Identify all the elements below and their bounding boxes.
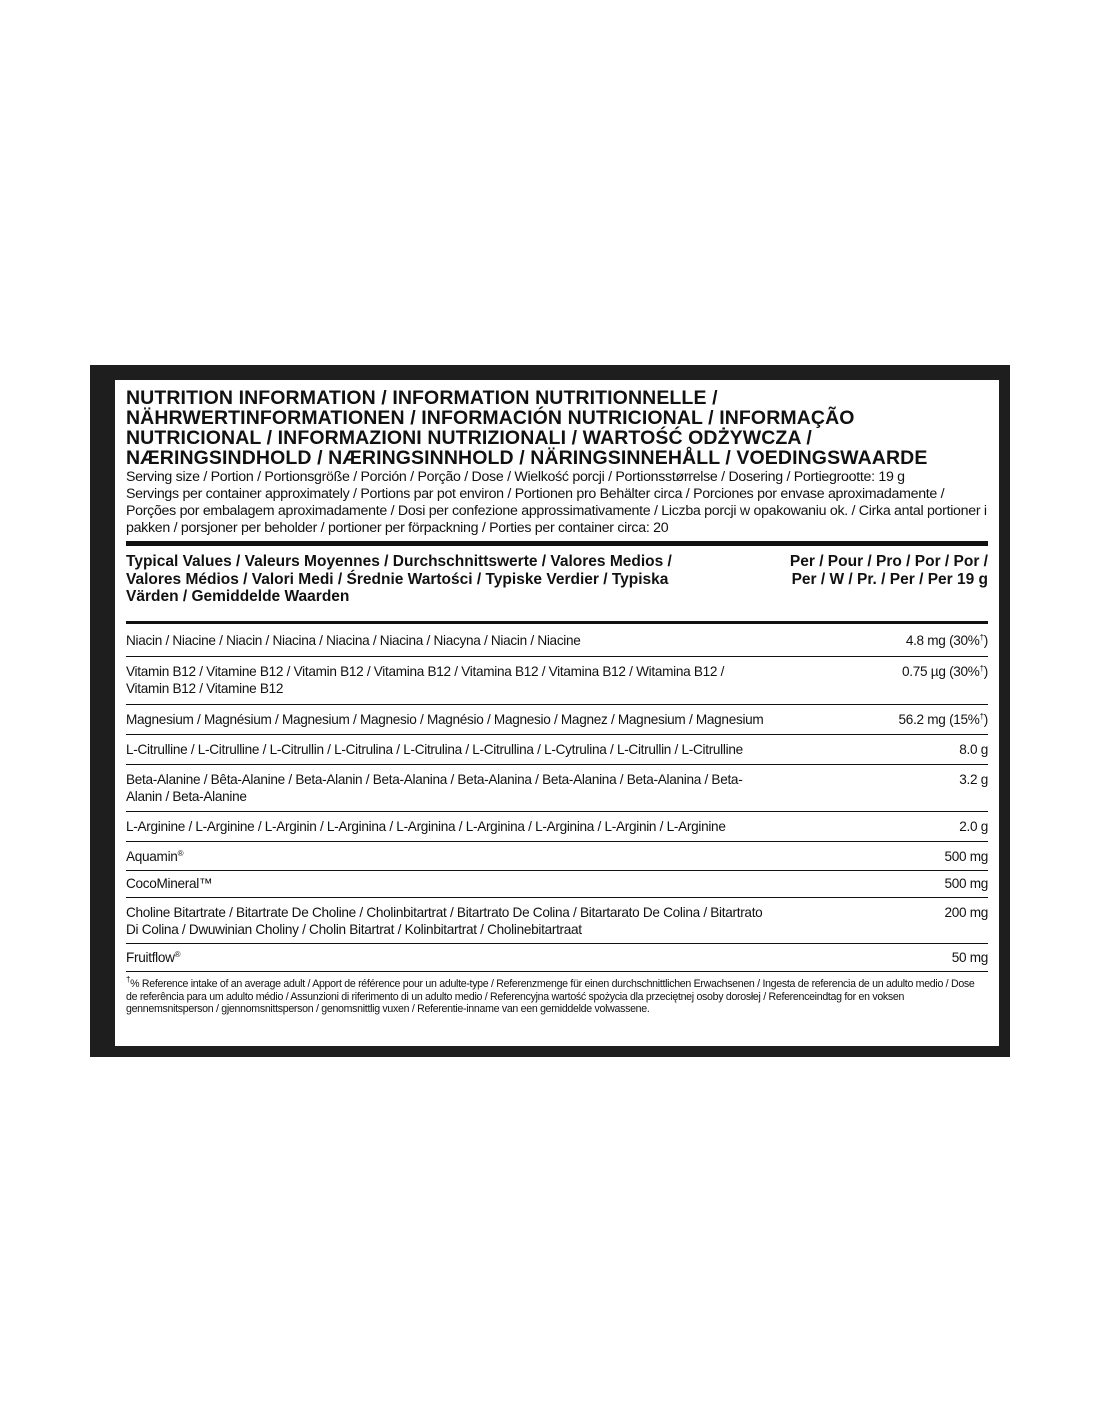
nutrient-name: Beta-Alanine / Bêta-Alanine / Beta-Alanin / Beta-Alanina / Beta-Alanina / Beta-Alanina / Beta-Alanina / Beta-Alanin / Beta-Alanine <box>126 772 743 804</box>
nutrient-amount: 500 mg <box>944 849 988 864</box>
nutrition-label-frame <box>90 365 1010 1057</box>
nutrient-amount: 3.2 g <box>959 772 988 787</box>
nutrient-name: Niacin / Niacine / Niacin / Niacina / Niacina / Niacina / Niacyna / Niacin / Niacine <box>126 633 581 648</box>
registered-mark: ® <box>177 849 184 858</box>
per-serving-header: Per / Pour / Pro / Por / Por / Per / W / Pr. / Per / Per 19 g <box>789 553 988 588</box>
label-title: NUTRITION INFORMATION / INFORMATION NUTRITIONNELLE / NÄHRWERTINFORMATIONEN / INFORMACIÓN NUTRICIONAL / INFORMAÇÃO NUTRICIONAL / INFORMAZIONI NUTRIZIONALI / WARTOŚĆ ODŻYWCZA / NÆRINGSINDHOLD / NÆRINGSINNHOLD / NÄRINGSINNEHÅLL / VOEDINGSWAARDE <box>126 387 928 469</box>
nutrient-amount: 50 mg <box>951 950 988 965</box>
nutrition-label <box>115 380 999 1046</box>
nutrient-name: Fruitflow® <box>126 950 181 965</box>
table-row <box>126 735 988 765</box>
nutrient-amount: 500 mg <box>944 876 988 891</box>
table-row <box>126 705 988 735</box>
reference-intake: (30% <box>949 664 980 679</box>
footnote <box>126 975 988 1016</box>
table-row <box>126 944 988 972</box>
nutrient-amount: 4.8 mg (30%†) <box>905 633 988 648</box>
table-row <box>126 871 988 898</box>
dagger-mark: † <box>979 633 984 642</box>
reference-intake: (30% <box>949 633 980 648</box>
table-row <box>126 812 988 842</box>
servings-per-container: Servings per container approximately / Portions par pot environ / Portionen pro Behälter circa / Porciones por envase aproximadamente / Porções por embalagem aproximadamente / Dosi per confezione approssimativamente / Liczba porcji w opakowaniu ok. / Cirka antal portioner i pakken / porsjoner per beholder / portioner per förpackning / Porties per container circa: 20 <box>126 486 987 536</box>
nutrient-name: L-Arginine / L-Arginine / L-Arginin / L-Arginina / L-Arginina / L-Arginina / L-Arginina / L-Arginin / L-Arginine <box>126 819 726 834</box>
serving-size: Serving size / Portion / Portionsgröße / Porción / Porção / Dose / Wielkość porcji / Portionsstørrelse / Dosering / Portiegrootte: 19 g <box>126 469 905 485</box>
nutrient-amount: 200 mg <box>944 905 988 920</box>
nutrient-amount: 8.0 g <box>959 742 988 757</box>
nutrient-amount: 56.2 mg (15%†) <box>898 712 988 727</box>
table-row <box>126 657 988 705</box>
footnote-dagger: † <box>126 975 131 984</box>
nutrient-name: Vitamin B12 / Vitamine B12 / Vitamin B12 / Vitamina B12 / Vitamina B12 / Vitamina B12 / Witamina B12 / Vitamin B12 / Vitamine B12 <box>126 664 725 696</box>
nutrient-name: Choline Bitartrate / Bitartrate De Choline / Cholinbitartrat / Bitartrato De Colina / Bitartarato De Colina / Bitartrato Di Colina / Dwuwinian Choliny / Cholin Bitartrat / Kolinbitartrat / Cholinebitartraat <box>126 905 763 937</box>
reference-intake: (15% <box>949 712 980 727</box>
nutrient-name: Aquamin® <box>126 849 184 864</box>
table-row <box>126 842 988 871</box>
dagger-mark: † <box>979 664 984 673</box>
table-row <box>126 898 988 944</box>
table-header <box>126 546 988 621</box>
nutrient-name: Magnesium / Magnésium / Magnesium / Magnesio / Magnésio / Magnesio / Magnez / Magnesium / Magnesium <box>126 712 764 727</box>
registered-mark: ® <box>174 950 181 959</box>
nutrient-amount: 0.75 µg (30%†) <box>902 664 988 679</box>
nutrient-table <box>126 624 988 972</box>
table-row <box>126 765 988 812</box>
nutrient-name: L-Citrulline / L-Citrulline / L-Citrullin / L-Citrulina / L-Citrulina / L-Citrullina / L-Cytrulina / L-Citrullin / L-Citrulline <box>126 742 743 757</box>
table-row <box>126 624 988 657</box>
typical-values-header: Typical Values / Valeurs Moyennes / Durchschnittswerte / Valores Medios / Valores Médios / Valori Medi / Średnie Wartości / Typiske Verdier / Typiska Värden / Gemiddelde Waarden <box>126 553 672 605</box>
footnote-text: % Reference intake of an average adult / Apport de référence pour un adulte-type / Referenzmenge für einen durchschnittlichen Erwachsenen / Ingesta de referencia de un adulto medio / Dose de referência para um adulto médio / Assunzioni di riferimento di un adulto medio / Referencyjna wartość spożycia dla przeciętnej osoby dorosłej / Referenceindtag for en voksen gennemsnitsperson / gjennomsnittsperson / genomsnittlig vuxen / Referentie-inname van een gemiddelde volwassene. <box>126 978 975 1015</box>
nutrient-amount: 2.0 g <box>959 819 988 834</box>
dagger-mark: † <box>979 712 984 721</box>
nutrient-name: CocoMineral™ <box>126 876 213 891</box>
